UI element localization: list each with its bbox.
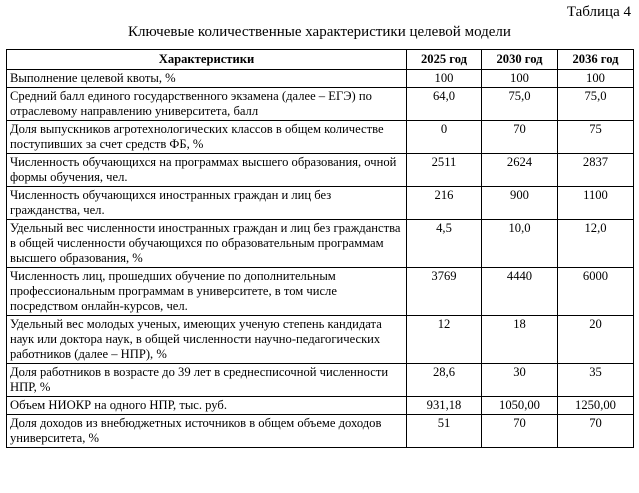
table-row [7,220,634,268]
row-label: Удельный вес молодых ученых, имеющих ученую степень кандидата наук или доктора наук, в общей численности научно-педагогических работников (далее – НПР), % [7,316,407,364]
row-label: Средний балл единого государственного экзамена (далее – ЕГЭ) по отраслевому направлению университета, балл [7,88,407,121]
value-2025: 0 [407,121,482,154]
value-2036: 1100 [558,187,634,220]
table-row [7,268,634,316]
header-characteristics: Характеристики [7,50,407,70]
table-row [7,316,634,364]
table-caption: Ключевые количественные характеристики целевой модели [128,24,511,40]
row-label: Доля доходов из внебюджетных источников в общем объеме доходов университета, % [7,415,407,448]
characteristics-table [6,49,634,448]
value-2036: 2837 [558,154,634,187]
value-2030: 75,0 [482,88,558,121]
value-2025: 2511 [407,154,482,187]
header-row [7,50,634,70]
value-2030: 1050,00 [482,397,558,415]
value-2036: 75 [558,121,634,154]
value-2036: 100 [558,70,634,88]
value-2025: 931,18 [407,397,482,415]
table-row [7,154,634,187]
table-row [7,364,634,397]
value-2025: 64,0 [407,88,482,121]
value-2036: 20 [558,316,634,364]
header-2036: 2036 год [558,50,634,70]
value-2025: 28,6 [407,364,482,397]
value-2025: 51 [407,415,482,448]
row-label: Численность обучающихся иностранных граждан и лиц без гражданства, чел. [7,187,407,220]
value-2036: 70 [558,415,634,448]
value-2030: 100 [482,70,558,88]
value-2036: 35 [558,364,634,397]
value-2025: 100 [407,70,482,88]
row-label: Удельный вес численности иностранных граждан и лиц без гражданства в общей численности обучающихся по образовательным программам высшего образования, % [7,220,407,268]
value-2036: 6000 [558,268,634,316]
row-label: Объем НИОКР на одного НПР, тыс. руб. [7,397,407,415]
table-row [7,415,634,448]
row-label: Доля выпускников агротехнологических классов в общем количестве поступивших за счет средств ФБ, % [7,121,407,154]
table-row [7,187,634,220]
row-label: Выполнение целевой квоты, % [7,70,407,88]
value-2025: 216 [407,187,482,220]
value-2030: 18 [482,316,558,364]
value-2030: 70 [482,121,558,154]
header-2025: 2025 год [407,50,482,70]
value-2025: 3769 [407,268,482,316]
value-2036: 75,0 [558,88,634,121]
value-2030: 10,0 [482,220,558,268]
table-row [7,397,634,415]
value-2030: 70 [482,415,558,448]
value-2030: 30 [482,364,558,397]
value-2030: 4440 [482,268,558,316]
table-number: Таблица 4 [566,4,631,20]
row-label: Численность обучающихся на программах высшего образования, очной формы обучения, чел. [7,154,407,187]
row-label: Численность лиц, прошедших обучение по дополнительным профессиональным программам в университете, в том числе посредством онлайн-курсов, чел. [7,268,407,316]
value-2025: 12 [407,316,482,364]
value-2030: 900 [482,187,558,220]
table-row [7,121,634,154]
value-2036: 1250,00 [558,397,634,415]
header-2030: 2030 год [482,50,558,70]
table-row [7,88,634,121]
row-label: Доля работников в возрасте до 39 лет в среднесписочной численности НПР, % [7,364,407,397]
table-row [7,70,634,88]
value-2025: 4,5 [407,220,482,268]
value-2036: 12,0 [558,220,634,268]
value-2030: 2624 [482,154,558,187]
